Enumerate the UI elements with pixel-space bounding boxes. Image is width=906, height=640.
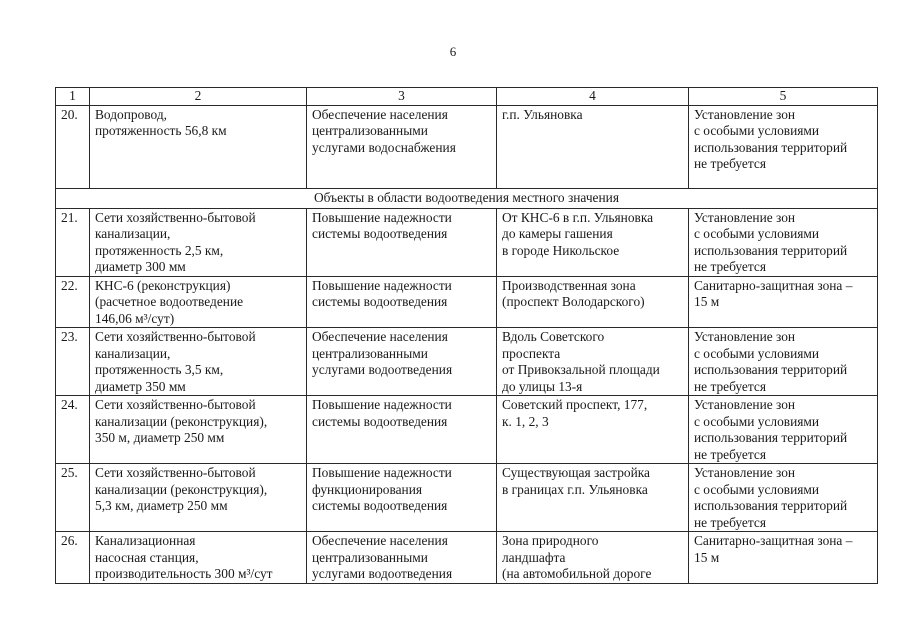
- section-row: [56, 188, 878, 208]
- table-row: [56, 532, 878, 584]
- cell-line: использования территорий: [694, 430, 848, 445]
- cell-line: Санитарно-защитная зона –: [694, 533, 853, 548]
- column-header: 3: [307, 88, 497, 106]
- cell-line: системы водоотведения: [312, 498, 448, 513]
- cell-line: Установление зон: [694, 329, 796, 344]
- cell-line: Сети хозяйственно-бытовой: [95, 329, 256, 344]
- cell-line: 146,06 м³/сут): [95, 310, 175, 326]
- cell-line: диаметр 350 мм: [95, 378, 186, 394]
- column-header: 2: [90, 88, 307, 106]
- row-number: 25.: [56, 464, 90, 532]
- table-row: [56, 105, 878, 188]
- object-name-cell: [90, 208, 307, 276]
- cell-line: не требуется: [694, 259, 766, 274]
- cell-line: системы водоотведения: [312, 226, 448, 241]
- purpose-cell: [307, 105, 497, 188]
- column-header-row: [56, 88, 878, 106]
- cell-line: (расчетное водоотведение: [95, 294, 244, 309]
- object-name-cell: [90, 328, 307, 396]
- cell-line: Производственная зона: [502, 277, 636, 293]
- cell-line: не требуется: [694, 514, 766, 530]
- cell-line: Обеспечение населения: [312, 106, 448, 122]
- cell-line: Сети хозяйственно-бытовой: [95, 465, 256, 480]
- cell-line: производительность 300 м³/сут: [95, 566, 273, 581]
- page-number: 6: [449, 44, 457, 59]
- zone-cell: [689, 208, 878, 276]
- cell-line: функционирования: [312, 481, 423, 497]
- cell-line: КНС-6 (реконструкция): [95, 277, 231, 293]
- objects-table: [55, 87, 878, 584]
- cell-line: От КНС-6 в г.п. Ульяновка: [502, 209, 654, 225]
- cell-line: Сети хозяйственно-бытовой: [95, 397, 256, 412]
- cell-line: насосная станция,: [95, 549, 199, 565]
- object-name-cell: [90, 464, 307, 532]
- cell-line: Повышение надежности: [312, 277, 452, 293]
- cell-line: канализации (реконструкция),: [95, 481, 268, 497]
- zone-cell: [689, 328, 878, 396]
- cell-line: системы водоотведения: [312, 294, 448, 309]
- cell-line: проспекта: [502, 345, 561, 361]
- cell-line: не требуется: [694, 446, 766, 462]
- cell-line: Водопровод,: [95, 106, 168, 122]
- cell-line: Установление зон: [694, 465, 796, 480]
- cell-line: услугами водоотведения: [312, 362, 453, 377]
- cell-line: с особыми условиями: [694, 123, 820, 138]
- location-cell: [497, 105, 689, 188]
- row-number: 22.: [56, 276, 90, 328]
- cell-line: канализации,: [95, 226, 171, 241]
- table-row: [56, 464, 878, 532]
- table-row: [56, 396, 878, 464]
- row-number: 24.: [56, 396, 90, 464]
- cell-line: ландшафта: [502, 549, 566, 565]
- cell-line: с особыми условиями: [694, 413, 820, 429]
- cell-line: Установление зон: [694, 397, 796, 412]
- cell-line: канализации,: [95, 345, 171, 361]
- zone-cell: [689, 532, 878, 584]
- cell-line: не требуется: [694, 378, 766, 394]
- zone-cell: [689, 464, 878, 532]
- cell-line: Советский проспект, 177,: [502, 397, 648, 412]
- object-name-cell: [90, 276, 307, 328]
- cell-line: от Привокзальной площади: [502, 362, 660, 377]
- cell-line: до улицы 13-я: [502, 378, 583, 394]
- location-cell: [497, 396, 689, 464]
- row-number: 21.: [56, 208, 90, 276]
- zone-cell: [689, 396, 878, 464]
- cell-line: централизованными: [312, 345, 428, 361]
- cell-line: Обеспечение населения: [312, 329, 448, 344]
- location-cell: [497, 532, 689, 584]
- location-cell: [497, 464, 689, 532]
- cell-line: до камеры гашения: [502, 226, 613, 241]
- object-name-cell: [90, 105, 307, 188]
- cell-line: протяженность 56,8 км: [95, 123, 227, 138]
- cell-line: 5,3 км, диаметр 250 мм: [95, 498, 228, 513]
- cell-line: Установление зон: [694, 106, 796, 122]
- location-cell: [497, 208, 689, 276]
- cell-line: диаметр 300 мм: [95, 259, 186, 274]
- purpose-cell: [307, 276, 497, 328]
- column-header: 4: [497, 88, 689, 106]
- row-number: 23.: [56, 328, 90, 396]
- row-number: 26.: [56, 532, 90, 584]
- cell-line: услугами водоснабжения: [312, 139, 456, 155]
- cell-line: централизованными: [312, 123, 428, 138]
- object-name-cell: [90, 396, 307, 464]
- cell-line: (на автомобильной дороге: [502, 566, 652, 581]
- cell-line: протяженность 2,5 км,: [95, 242, 224, 258]
- purpose-cell: [307, 328, 497, 396]
- cell-line: Вдоль Советского: [502, 329, 605, 344]
- table-body: [56, 88, 878, 584]
- cell-line: Обеспечение населения: [312, 533, 448, 548]
- location-cell: [497, 328, 689, 396]
- cell-line: в городе Никольское: [502, 242, 620, 258]
- cell-line: 15 м: [694, 294, 720, 309]
- purpose-cell: [307, 532, 497, 584]
- object-name-cell: [90, 532, 307, 584]
- cell-line: с особыми условиями: [694, 345, 820, 361]
- cell-line: протяженность 3,5 км,: [95, 362, 224, 377]
- zone-cell: [689, 105, 878, 188]
- cell-line: использования территорий: [694, 498, 848, 513]
- purpose-cell: [307, 208, 497, 276]
- purpose-cell: [307, 464, 497, 532]
- cell-line: Канализационная: [95, 533, 196, 548]
- location-cell: [497, 276, 689, 328]
- cell-line: (проспект Володарского): [502, 294, 645, 309]
- row-number: 20.: [56, 105, 90, 188]
- cell-line: Санитарно-защитная зона –: [694, 277, 853, 293]
- table-row: [56, 328, 878, 396]
- cell-line: канализации (реконструкция),: [95, 413, 268, 429]
- cell-line: Зона природного: [502, 533, 599, 548]
- cell-line: Сети хозяйственно-бытовой: [95, 209, 256, 225]
- cell-line: 15 м: [694, 549, 720, 565]
- purpose-cell: [307, 396, 497, 464]
- section-title: Объекты в области водоотведения местного значения: [56, 188, 878, 208]
- column-header: 1: [56, 88, 90, 106]
- cell-line: Установление зон: [694, 209, 796, 225]
- table-row: [56, 208, 878, 276]
- cell-line: Повышение надежности: [312, 397, 452, 412]
- cell-line: г.п. Ульяновка: [502, 106, 583, 122]
- column-header: 5: [689, 88, 878, 106]
- cell-line: Повышение надежности: [312, 465, 452, 480]
- zone-cell: [689, 276, 878, 328]
- cell-line: не требуется: [694, 156, 766, 171]
- cell-line: услугами водоотведения: [312, 566, 453, 581]
- cell-line: использования территорий: [694, 139, 848, 155]
- cell-line: к. 1, 2, 3: [502, 413, 549, 429]
- cell-line: с особыми условиями: [694, 481, 820, 497]
- cell-line: с особыми условиями: [694, 226, 820, 241]
- cell-line: централизованными: [312, 549, 428, 565]
- cell-line: 350 м, диаметр 250 мм: [95, 430, 225, 445]
- table-row: [56, 276, 878, 328]
- cell-line: использования территорий: [694, 362, 848, 377]
- cell-line: Повышение надежности: [312, 209, 452, 225]
- cell-line: системы водоотведения: [312, 413, 448, 429]
- cell-line: в границах г.п. Ульяновка: [502, 481, 648, 497]
- cell-line: Существующая застройка: [502, 465, 650, 480]
- cell-line: использования территорий: [694, 242, 848, 258]
